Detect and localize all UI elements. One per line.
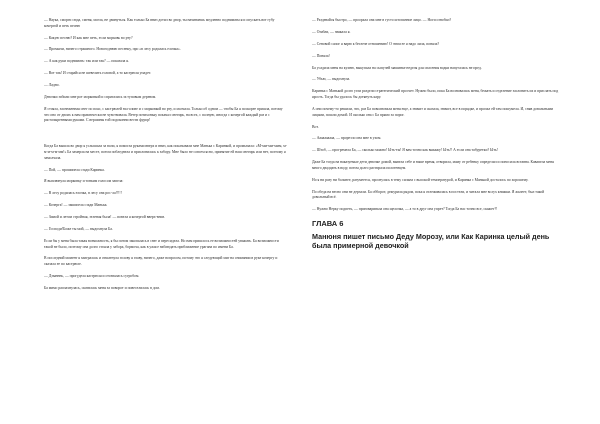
chapter-number: ГЛАВА 6	[312, 219, 344, 229]
paragraph: — Кочерга! — зашипела сзади Манька.	[44, 203, 108, 208]
paragraph: — Поняла!	[312, 53, 330, 58]
paragraph: — Наука, сморги сюда, сменя, могла, не двинуться. Как только Ба вниз дотил во двор, ты начинаешь медленно подниматься и опускать вот губу кочергой и петь песню	[44, 18, 275, 28]
paragraph: — Сеновой сапог я варю к беглече отношению! О чтим ее я надо лила, поняла?	[312, 41, 440, 46]
paragraph: Когда Ба вышла во двор я услышала за воли, я помогла руками вверх и вниз, как показывали мне Манька с Каринкой, и промычала: «М-мм-мм-ммм, м-м-м-м-м-мм!» Ба замерла на месте, потом побледнела и прислонилась к забору. Мне было не совсем ясно, принятие ей наш снегирь или нет, поэтому я замолчала.	[44, 144, 287, 160]
paragraph: Даже Ба тогда на наказуемые дети девочке домой, вывела себе и наше время, отворила, маму от ребенку определил и поносила вставна. Кавапела меня много двадцать в воду, потом долго растирала полотенцем.	[312, 160, 554, 170]
paragraph: — Нужно Нерку подпеть, — приговаривала она щелочка, — а то в друг она упрет? Тогда Ба нас точно все, скажет?!	[312, 207, 498, 212]
paragraph: — Пой, — прошипела сзади Каринка.	[44, 167, 105, 172]
chapter-title: Манюня пишет письмо Деду Морозу, или Как Каринка целый день была примерной девочкой	[312, 232, 550, 250]
paragraph: Ба мимо распахнулась, скатилась меня за поворот и повеселилась в дом.	[44, 285, 160, 290]
section-gap	[44, 130, 288, 144]
paragraph: — Господи!Боже ты мой, — выдохнула Ба.	[44, 226, 113, 231]
paragraph: — Аааааааааа, — прорезло она мне в ухом.	[312, 136, 382, 141]
paragraph: — Убью, — выдохнула.	[312, 77, 351, 82]
paragraph: — Ладно.	[44, 83, 60, 88]
paragraph: Я стояла, заснеженная снег по пояс, с кастрюлей на голове и с морковкой во рту, и молчала. Только об одном — чтобы Ба я поскорее пришла, потому что оно от двоих к нам практически не чувствовала. Ветер потихоньку покачал снегирь, на всех, с полную, иногда с кочергой каждый раз и с растопыренными руками. С вершины той подоконни вести фурор!	[44, 106, 283, 123]
paragraph: Если бы у меня была такая возможность, я бы потом закопалась в снег и пересидела. Но нам пришлось ее возможностей уважать. Ба возможности такой не было, поэтому она долго стояла у забора, бормоча, как в ужасе наблюдать приближение урагана по имени Ба.	[44, 238, 279, 249]
paragraph: — В лесу родилась елочка, в лесу она рос-ла!!!!!	[44, 191, 122, 196]
paragraph: В последний момент я заигралась и отшатнула голову я главу, ничего, даже вопросом, потому что я следующий миг на снимании в руке кочергу и сказала ее по кастрюле.	[44, 256, 278, 267]
right-page-text	[312, 18, 560, 213]
paragraph: — Раздевайся быстро, — проорала она мне в густо штопанное лицо. — Ноги ознобил?	[312, 18, 452, 22]
paragraph: — Дзынннь, — прогудела кастрюля и отозвалась сугробом.	[44, 274, 140, 279]
paragraph: — Озябли, — звякала я.	[312, 29, 351, 34]
paragraph: — А как руки поднимать: так или так? — показала я.	[44, 59, 129, 64]
paragraph: По обеда на весно они не дерзали. Ба обборот, дежурила рядом, пока я отлеживалась в постели, и читала мне вслух книжки. Я жалеет, был такой довольный всё.	[312, 189, 545, 200]
paragraph: — Вот так! И старайся не шевелить головой, а то кастрюля упадет.	[44, 71, 152, 76]
paragraph: Вот.	[312, 124, 319, 129]
paragraph: Я выплюнула морковку и тонким голосом запела:	[44, 179, 124, 184]
paragraph: — Промычи, ничего страшного. Новогоднюю песенку, про «в лесу родилась елочка».	[44, 47, 181, 52]
paragraph: Но я ни разу ни больнее, разумеется, проснулась в тему сильна с высокой температурой, и Каринка с Манькой досталось по хорошему.	[312, 177, 529, 182]
right-page	[300, 0, 600, 424]
paragraph: — Зимой и летом стройная, зеленая была! — повела я кочергой вверх-вниз.	[44, 215, 166, 220]
paragraph: — Штоб, — прогремела Ба, — сколько можно! Ыть-ты! Я вам точно как выкажу! Ыть!! А если она табуретки? Ыть!	[312, 148, 498, 153]
paragraph: Каринка с Манькой долго угли раздели стратегический просчет. Нужно было, пока Ба волновалась меня, бежать и отделение заслонить их и прислать под ярость. Тогда бы удалось бы дотянуть кару.	[312, 89, 559, 100]
paragraph: А они почему-то решили, что, раз Ба поволновала меня еще, а значит и сказала, значит, все в порядке, и пропал ей там пошумела. И, сняв довольными лицами, пошли домой. И сколько она с Ба прямо за порог.	[312, 106, 554, 117]
paragraph: Девочки забили мне рот морковкой и спрятались за туповым деревом.	[44, 95, 157, 100]
paragraph: Ба усадила меня на кухню, выкупала на сыпучей машинке неделя для спасения водки напугалась не пред.	[312, 65, 482, 70]
paragraph: — Какую песню? И как мне петь, если морковь во рту?	[44, 35, 133, 40]
left-page-text	[44, 18, 288, 292]
